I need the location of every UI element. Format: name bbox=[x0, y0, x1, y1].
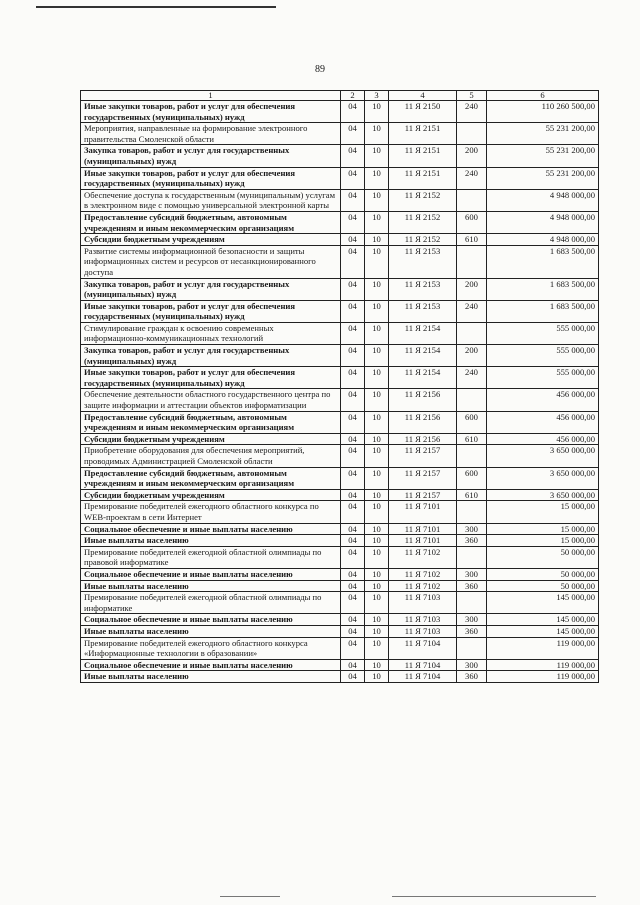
cell-name: Субсидии бюджетным учреждениям bbox=[81, 433, 341, 445]
table-row bbox=[81, 546, 599, 568]
cell-col2: 04 bbox=[341, 467, 365, 489]
table-row bbox=[81, 659, 599, 671]
cell-name: Иные выплаты населению bbox=[81, 625, 341, 637]
cell-name: Иные выплаты населению bbox=[81, 535, 341, 547]
cell-col3: 10 bbox=[365, 145, 389, 167]
cell-col3: 10 bbox=[365, 433, 389, 445]
cell-col4: 11 Я 7103 bbox=[389, 614, 457, 626]
cell-name: Иные закупки товаров, работ и услуг для обеспечения государственных (муниципальных) нужд bbox=[81, 367, 341, 389]
table-row bbox=[81, 592, 599, 614]
cell-col2: 04 bbox=[341, 367, 365, 389]
table-row bbox=[81, 234, 599, 246]
cell-col5: 360 bbox=[457, 671, 487, 683]
cell-name: Иные закупки товаров, работ и услуг для обеспечения государственных (муниципальных) нужд bbox=[81, 300, 341, 322]
cell-col5 bbox=[457, 245, 487, 278]
cell-col4: 11 Я 2154 bbox=[389, 345, 457, 367]
cell-col2: 04 bbox=[341, 101, 365, 123]
scan-top-line bbox=[36, 6, 276, 8]
cell-col4: 11 Я 2156 bbox=[389, 411, 457, 433]
cell-amount: 555 000,00 bbox=[487, 367, 599, 389]
cell-amount: 1 683 500,00 bbox=[487, 245, 599, 278]
scan-bottom-line bbox=[392, 896, 596, 897]
cell-col2: 04 bbox=[341, 671, 365, 683]
cell-col5 bbox=[457, 592, 487, 614]
cell-col4: 11 Я 7102 bbox=[389, 546, 457, 568]
cell-amount: 15 000,00 bbox=[487, 535, 599, 547]
cell-col3: 10 bbox=[365, 568, 389, 580]
cell-name: Иные выплаты населению bbox=[81, 671, 341, 683]
cell-name: Премирование победителей ежегодного областного конкурса «Информационные технологии в образовании» bbox=[81, 637, 341, 659]
cell-col4: 11 Я 2151 bbox=[389, 123, 457, 145]
cell-col5: 200 bbox=[457, 278, 487, 300]
cell-col3: 10 bbox=[365, 592, 389, 614]
table-row bbox=[81, 568, 599, 580]
cell-col5: 200 bbox=[457, 145, 487, 167]
cell-col2: 04 bbox=[341, 300, 365, 322]
col-header: 5 bbox=[457, 91, 487, 101]
cell-col4: 11 Я 7101 bbox=[389, 501, 457, 523]
cell-col3: 10 bbox=[365, 614, 389, 626]
cell-col3: 10 bbox=[365, 637, 389, 659]
cell-amount: 55 231 200,00 bbox=[487, 145, 599, 167]
cell-col3: 10 bbox=[365, 189, 389, 211]
cell-col2: 04 bbox=[341, 167, 365, 189]
cell-name: Социальное обеспечение и иные выплаты населению bbox=[81, 523, 341, 535]
cell-col4: 11 Я 2153 bbox=[389, 300, 457, 322]
cell-amount: 145 000,00 bbox=[487, 625, 599, 637]
cell-col5 bbox=[457, 123, 487, 145]
cell-name: Развитие системы информационной безопасности и защиты информационных систем и ресурсов от несанкционированного доступа bbox=[81, 245, 341, 278]
cell-col2: 04 bbox=[341, 211, 365, 233]
cell-col5: 600 bbox=[457, 411, 487, 433]
scan-bottom-line bbox=[220, 896, 280, 897]
cell-col2: 04 bbox=[341, 568, 365, 580]
cell-col5 bbox=[457, 445, 487, 467]
cell-col2: 04 bbox=[341, 145, 365, 167]
cell-col2: 04 bbox=[341, 245, 365, 278]
cell-col3: 10 bbox=[365, 671, 389, 683]
table-row bbox=[81, 467, 599, 489]
cell-amount: 110 260 500,00 bbox=[487, 101, 599, 123]
cell-col3: 10 bbox=[365, 101, 389, 123]
cell-col3: 10 bbox=[365, 167, 389, 189]
cell-col2: 04 bbox=[341, 489, 365, 501]
cell-name: Иные закупки товаров, работ и услуг для обеспечения государственных (муниципальных) нужд bbox=[81, 101, 341, 123]
cell-col4: 11 Я 7102 bbox=[389, 580, 457, 592]
cell-name: Премирование победителей ежегодного областного конкурса по WEB-проектам в сети Интернет bbox=[81, 501, 341, 523]
cell-amount: 119 000,00 bbox=[487, 671, 599, 683]
cell-name: Иные выплаты населению bbox=[81, 580, 341, 592]
cell-col4: 11 Я 7103 bbox=[389, 592, 457, 614]
cell-col2: 04 bbox=[341, 389, 365, 411]
table-row bbox=[81, 489, 599, 501]
cell-name: Иные закупки товаров, работ и услуг для обеспечения государственных (муниципальных) нужд bbox=[81, 167, 341, 189]
cell-col2: 04 bbox=[341, 445, 365, 467]
cell-amount: 3 650 000,00 bbox=[487, 489, 599, 501]
cell-col5 bbox=[457, 389, 487, 411]
cell-col4: 11 Я 2156 bbox=[389, 433, 457, 445]
cell-amount: 456 000,00 bbox=[487, 433, 599, 445]
cell-amount: 119 000,00 bbox=[487, 637, 599, 659]
col-header: 3 bbox=[365, 91, 389, 101]
table-row bbox=[81, 123, 599, 145]
cell-col2: 04 bbox=[341, 189, 365, 211]
cell-col3: 10 bbox=[365, 467, 389, 489]
cell-col5: 600 bbox=[457, 467, 487, 489]
cell-col3: 10 bbox=[365, 345, 389, 367]
cell-col3: 10 bbox=[365, 389, 389, 411]
cell-amount: 15 000,00 bbox=[487, 501, 599, 523]
page-number: 89 bbox=[315, 64, 325, 75]
cell-col2: 04 bbox=[341, 535, 365, 547]
cell-col4: 11 Я 7101 bbox=[389, 535, 457, 547]
cell-amount: 555 000,00 bbox=[487, 345, 599, 367]
cell-name: Субсидии бюджетным учреждениям bbox=[81, 234, 341, 246]
cell-name: Предоставление субсидий бюджетным, автономным учреждениям и иным некоммерческим организациям bbox=[81, 411, 341, 433]
cell-name: Субсидии бюджетным учреждениям bbox=[81, 489, 341, 501]
table-row bbox=[81, 211, 599, 233]
cell-name: Закупка товаров, работ и услуг для государственных (муниципальных) нужд bbox=[81, 278, 341, 300]
cell-col4: 11 Я 7104 bbox=[389, 637, 457, 659]
table-row bbox=[81, 625, 599, 637]
cell-col2: 04 bbox=[341, 234, 365, 246]
cell-col3: 10 bbox=[365, 322, 389, 344]
cell-col3: 10 bbox=[365, 546, 389, 568]
table-row bbox=[81, 614, 599, 626]
cell-col2: 04 bbox=[341, 546, 365, 568]
table-row bbox=[81, 101, 599, 123]
cell-col4: 11 Я 2151 bbox=[389, 167, 457, 189]
table-row bbox=[81, 367, 599, 389]
cell-col3: 10 bbox=[365, 367, 389, 389]
cell-col2: 04 bbox=[341, 501, 365, 523]
cell-col2: 04 bbox=[341, 580, 365, 592]
cell-name: Приобретение оборудования для обеспечения мероприятий, проводимых Администрацией Смоленской области bbox=[81, 445, 341, 467]
cell-col4: 11 Я 2153 bbox=[389, 278, 457, 300]
cell-col5: 300 bbox=[457, 568, 487, 580]
cell-col4: 11 Я 2150 bbox=[389, 101, 457, 123]
col-header: 1 bbox=[81, 91, 341, 101]
cell-col2: 04 bbox=[341, 433, 365, 445]
col-header: 6 bbox=[487, 91, 599, 101]
cell-col5: 360 bbox=[457, 580, 487, 592]
cell-amount: 1 683 500,00 bbox=[487, 300, 599, 322]
cell-col2: 04 bbox=[341, 411, 365, 433]
cell-amount: 50 000,00 bbox=[487, 568, 599, 580]
cell-col3: 10 bbox=[365, 523, 389, 535]
cell-amount: 15 000,00 bbox=[487, 523, 599, 535]
cell-col3: 10 bbox=[365, 211, 389, 233]
cell-col4: 11 Я 7104 bbox=[389, 659, 457, 671]
cell-col3: 10 bbox=[365, 489, 389, 501]
cell-amount: 4 948 000,00 bbox=[487, 211, 599, 233]
cell-col5 bbox=[457, 501, 487, 523]
col-header: 4 bbox=[389, 91, 457, 101]
cell-col5: 240 bbox=[457, 367, 487, 389]
table-row bbox=[81, 245, 599, 278]
cell-name: Премирование победителей ежегодной областной олимпиады по информатике bbox=[81, 592, 341, 614]
cell-col4: 11 Я 2157 bbox=[389, 489, 457, 501]
cell-amount: 145 000,00 bbox=[487, 592, 599, 614]
table-row bbox=[81, 433, 599, 445]
cell-col3: 10 bbox=[365, 234, 389, 246]
cell-amount: 50 000,00 bbox=[487, 580, 599, 592]
cell-col5: 240 bbox=[457, 101, 487, 123]
cell-name: Социальное обеспечение и иные выплаты населению bbox=[81, 659, 341, 671]
cell-col4: 11 Я 2157 bbox=[389, 445, 457, 467]
cell-amount: 50 000,00 bbox=[487, 546, 599, 568]
cell-amount: 4 948 000,00 bbox=[487, 234, 599, 246]
cell-col3: 10 bbox=[365, 501, 389, 523]
table-row bbox=[81, 189, 599, 211]
cell-name: Премирование победителей ежегодной областной олимпиады по правовой информатике bbox=[81, 546, 341, 568]
table-row bbox=[81, 300, 599, 322]
cell-col3: 10 bbox=[365, 445, 389, 467]
cell-name: Стимулирование граждан к освоению современных информационно-коммуникационных технологий bbox=[81, 322, 341, 344]
cell-col2: 04 bbox=[341, 659, 365, 671]
table-row bbox=[81, 637, 599, 659]
cell-col4: 11 Я 2152 bbox=[389, 189, 457, 211]
cell-col4: 11 Я 2152 bbox=[389, 211, 457, 233]
cell-col3: 10 bbox=[365, 625, 389, 637]
table-row bbox=[81, 411, 599, 433]
table-row bbox=[81, 580, 599, 592]
cell-col5 bbox=[457, 189, 487, 211]
cell-col5: 600 bbox=[457, 211, 487, 233]
cell-col5: 200 bbox=[457, 345, 487, 367]
cell-amount: 119 000,00 bbox=[487, 659, 599, 671]
cell-col4: 11 Я 7101 bbox=[389, 523, 457, 535]
cell-col2: 04 bbox=[341, 345, 365, 367]
cell-col3: 10 bbox=[365, 411, 389, 433]
cell-amount: 555 000,00 bbox=[487, 322, 599, 344]
cell-col5: 300 bbox=[457, 659, 487, 671]
cell-name: Социальное обеспечение и иные выплаты населению bbox=[81, 568, 341, 580]
cell-amount: 3 650 000,00 bbox=[487, 467, 599, 489]
cell-amount: 55 231 200,00 bbox=[487, 167, 599, 189]
table-row bbox=[81, 671, 599, 683]
table-row bbox=[81, 345, 599, 367]
cell-col5: 240 bbox=[457, 300, 487, 322]
cell-col4: 11 Я 2153 bbox=[389, 245, 457, 278]
cell-amount: 4 948 000,00 bbox=[487, 189, 599, 211]
cell-col5: 610 bbox=[457, 433, 487, 445]
cell-name: Обеспечение деятельности областного государственного центра по защите информации и аттестации объектов информатизации bbox=[81, 389, 341, 411]
cell-amount: 55 231 200,00 bbox=[487, 123, 599, 145]
cell-name: Предоставление субсидий бюджетным, автономным учреждениям и иным некоммерческим организациям bbox=[81, 467, 341, 489]
table-row bbox=[81, 535, 599, 547]
cell-name: Обеспечение доступа к государственным (муниципальным) услугам в электронном виде с помощью универсальной электронной карты bbox=[81, 189, 341, 211]
cell-col2: 04 bbox=[341, 123, 365, 145]
cell-col3: 10 bbox=[365, 580, 389, 592]
cell-col5: 360 bbox=[457, 625, 487, 637]
budget-table bbox=[80, 90, 599, 683]
table-row bbox=[81, 167, 599, 189]
cell-amount: 456 000,00 bbox=[487, 411, 599, 433]
table-row bbox=[81, 501, 599, 523]
col-header: 2 bbox=[341, 91, 365, 101]
cell-amount: 145 000,00 bbox=[487, 614, 599, 626]
cell-col5: 240 bbox=[457, 167, 487, 189]
cell-amount: 1 683 500,00 bbox=[487, 278, 599, 300]
cell-col4: 11 Я 2154 bbox=[389, 322, 457, 344]
cell-amount: 456 000,00 bbox=[487, 389, 599, 411]
cell-col2: 04 bbox=[341, 592, 365, 614]
cell-col2: 04 bbox=[341, 278, 365, 300]
cell-col3: 10 bbox=[365, 123, 389, 145]
cell-col4: 11 Я 7104 bbox=[389, 671, 457, 683]
cell-col3: 10 bbox=[365, 659, 389, 671]
cell-col5: 300 bbox=[457, 523, 487, 535]
cell-col3: 10 bbox=[365, 535, 389, 547]
cell-col4: 11 Я 2151 bbox=[389, 145, 457, 167]
table-row bbox=[81, 145, 599, 167]
cell-amount: 3 650 000,00 bbox=[487, 445, 599, 467]
cell-col3: 10 bbox=[365, 300, 389, 322]
cell-col5: 610 bbox=[457, 489, 487, 501]
cell-col2: 04 bbox=[341, 614, 365, 626]
cell-col5: 610 bbox=[457, 234, 487, 246]
cell-col3: 10 bbox=[365, 278, 389, 300]
cell-col2: 04 bbox=[341, 625, 365, 637]
cell-col5: 360 bbox=[457, 535, 487, 547]
cell-col5 bbox=[457, 637, 487, 659]
cell-col2: 04 bbox=[341, 523, 365, 535]
table-row bbox=[81, 389, 599, 411]
cell-col4: 11 Я 7103 bbox=[389, 625, 457, 637]
cell-col5 bbox=[457, 546, 487, 568]
cell-col5: 300 bbox=[457, 614, 487, 626]
cell-col4: 11 Я 2156 bbox=[389, 389, 457, 411]
cell-name: Закупка товаров, работ и услуг для государственных (муниципальных) нужд bbox=[81, 345, 341, 367]
cell-col4: 11 Я 2157 bbox=[389, 467, 457, 489]
table-header-row bbox=[81, 91, 599, 101]
cell-col2: 04 bbox=[341, 322, 365, 344]
cell-col4: 11 Я 2152 bbox=[389, 234, 457, 246]
cell-col5 bbox=[457, 322, 487, 344]
table-body bbox=[81, 101, 599, 683]
cell-name: Закупка товаров, работ и услуг для государственных (муниципальных) нужд bbox=[81, 145, 341, 167]
cell-col4: 11 Я 7102 bbox=[389, 568, 457, 580]
cell-col3: 10 bbox=[365, 245, 389, 278]
cell-name: Социальное обеспечение и иные выплаты населению bbox=[81, 614, 341, 626]
table-row bbox=[81, 445, 599, 467]
cell-name: Мероприятия, направленные на формирование электронного правительства Смоленской области bbox=[81, 123, 341, 145]
table-row bbox=[81, 278, 599, 300]
table-row bbox=[81, 322, 599, 344]
cell-name: Предоставление субсидий бюджетным, автономным учреждениям и иным некоммерческим организациям bbox=[81, 211, 341, 233]
cell-col2: 04 bbox=[341, 637, 365, 659]
table-row bbox=[81, 523, 599, 535]
cell-col4: 11 Я 2154 bbox=[389, 367, 457, 389]
